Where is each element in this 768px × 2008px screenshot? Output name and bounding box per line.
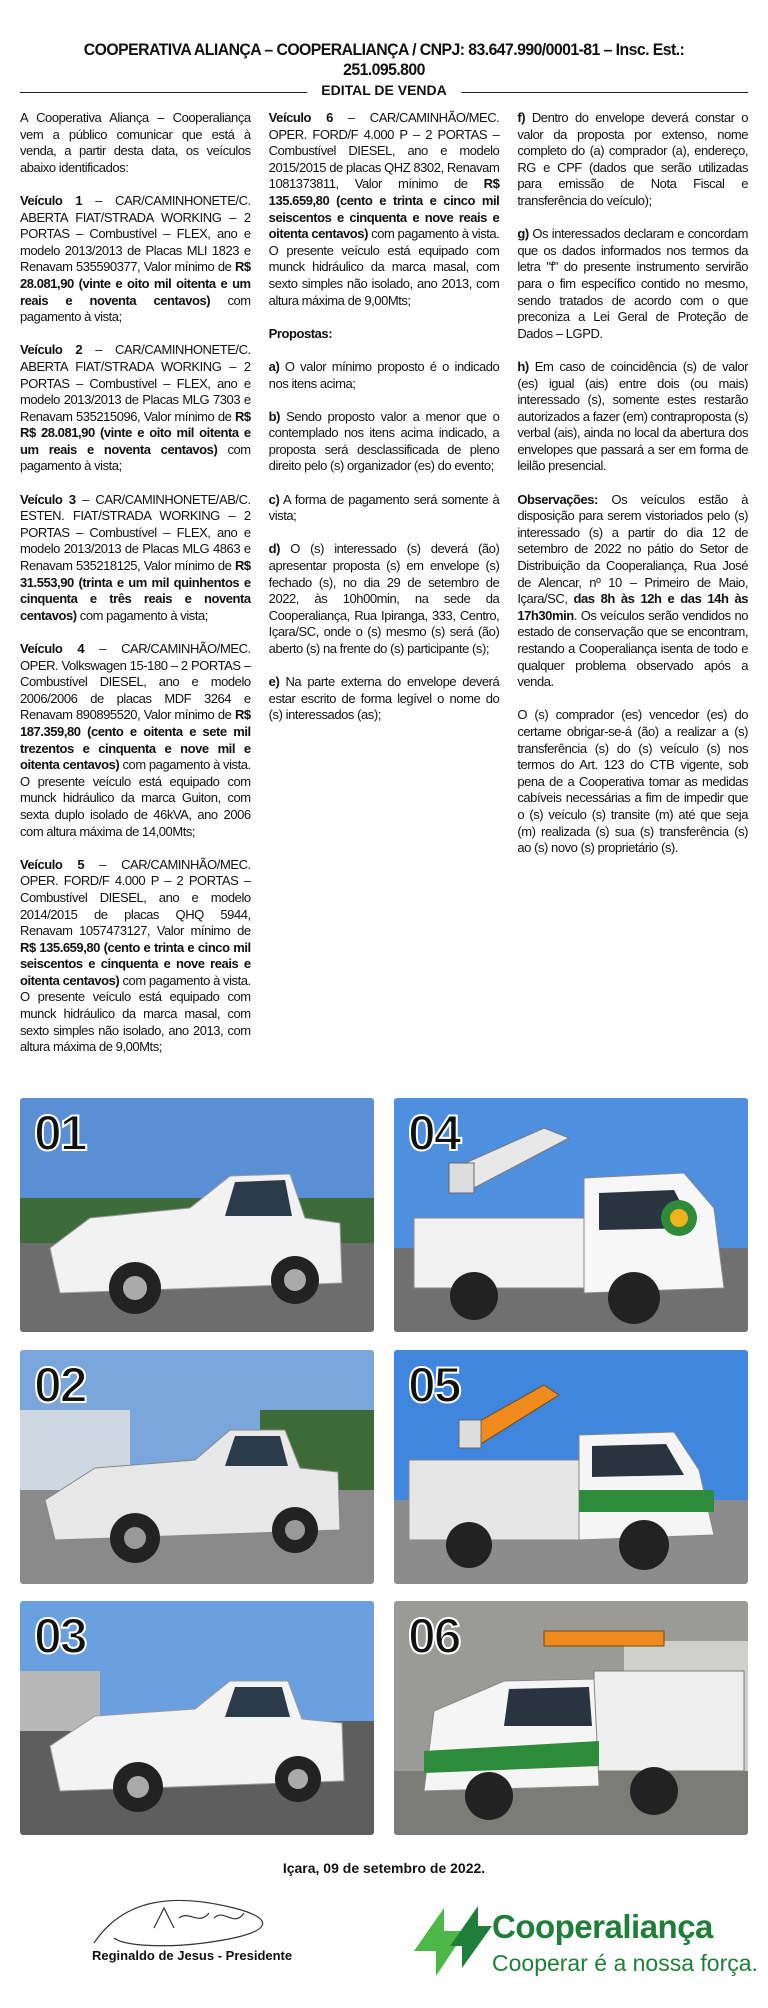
photo-number: 06 bbox=[408, 1608, 460, 1664]
clause-b: b) Sendo proposto valor a menor que o contemplado nos itens acima indicado, a proposta será desclassificada de pleno direito pelo (s) organizador (es) do evento; bbox=[268, 408, 500, 474]
photo-number: 02 bbox=[34, 1357, 86, 1413]
vehicle-2-paragraph: Veículo 2 – CAR/CAMINHONETE/C. ABERTA FIAT/STRADA WORKING – 2 PORTAS – Combustível – FLEX, ano e modelo 2013/2013 de Placas MLG 7303 e Renavam 535215096, Valor mínimo de R$ R$ 28.081,90 (vinte e oito mil oitenta e um reais e noventa centavos) com pagamento à vista; bbox=[20, 342, 251, 474]
photo-vehicle-03 bbox=[20, 1601, 374, 1835]
observations-paragraph: Observações: Os veículos estão à disposição para serem vistoriados pelo (s) interessado (s) a partir do dia 12 de setembro de 2022 no pátio do Setor de Distribuição da Cooperaliança, Rua José de Alencar, nº 10 – Primeiro de Maio, Içara/SC, das 8h às 12h e das 14h às 17h30min. Os veículos serão vendidos no estado de conservação que se encontram, restando a Cooperaliança isenta de todo e qualquer problema observado após a venda. bbox=[517, 491, 749, 690]
clause-f: f) Dentro do envelope deverá constar o valor da proposta por extenso, nome completo do (a) comprador (a), endereço, RG e CPF (dados que serão utilizadas para emissão de Nota Fiscal e transferência do veículo); bbox=[517, 110, 749, 208]
clause-c: c) A forma de pagamento será somente à vista; bbox=[268, 491, 500, 524]
clause-g: g) Os interessados declaram e concordam que os dados informados nos termos da letra "f" do presente instrumento servirão para o fim específico contido no mesmo, sendo tratados de acordo com o que preconiza a Lei Geral de Proteção de Dados – LGPD. bbox=[517, 226, 749, 341]
intro-paragraph: A Cooperativa Aliança – Cooperaliança vem a público comunicar que está à venda, a partir desta data, os veículos abaixo identificados: bbox=[20, 110, 251, 175]
brand-name: Cooperaliança bbox=[492, 1908, 713, 1945]
section-title: EDITAL DE VENDA bbox=[307, 82, 461, 98]
photo-vehicle-02 bbox=[20, 1350, 374, 1584]
photo-number: 03 bbox=[34, 1608, 86, 1664]
photo-vehicle-04 bbox=[394, 1098, 748, 1332]
section-rule bbox=[20, 82, 748, 102]
photo-number: 05 bbox=[408, 1357, 460, 1413]
column-1 bbox=[20, 110, 251, 1070]
vehicle-5-paragraph-start: Veículo 5 – CAR/CAMINHÃO/MEC. OPER. FORD/F 4.000 P – 2 PORTAS – Combustível DIESEL, ano e modelo 2014/2015 de placas QHQ 5944, Renavam 1057473127, Valor mínimo de R$ 135.659,80 (cento e trinta e cinco mil seiscentos e cinquenta e nove reais e oitenta centavos) com pagamento à vista. O presente veículo está equipado com munck hidráulico da marca masal, com sexto simples não isolado, ano 2013, com altura máxima de 9,00Mts; bbox=[20, 856, 251, 1055]
column-3 bbox=[517, 110, 748, 1070]
clause-d: d) O (s) interessado (s) deverá (ão) apresentar proposta (s) em envelope (s) fechado (s), no dia 29 de setembro de 2022, às 10h00min, na sede da Cooperaliança, Rua Ipiranga, 333, Centro, Içara/SC, onde o (s) mesmo (s) será (ão) aberto (s) na frente do (s) participante (s); bbox=[268, 541, 500, 656]
clause-a: a) O valor mínimo proposto é o indicado nos itens acima; bbox=[268, 358, 500, 391]
photo-vehicle-05 bbox=[394, 1350, 748, 1584]
signatory-name: Reginaldo de Jesus - Presidente bbox=[92, 1948, 293, 1963]
photo-vehicle-01 bbox=[20, 1098, 374, 1332]
clause-h: h) Em caso de coincidência (s) de valor (es) igual (ais) entre dois (ou mais) interessado (s), somente estes restarão autorizados a fazer (em) contraproposta (s) verbal (ais), ainda no local da abertura dos envelopes que passará a ser em forma de leilão presencial. bbox=[517, 358, 749, 474]
brand-slogan: Cooperar é a nossa força. bbox=[492, 1950, 758, 1976]
notice-header: COOPERATIVA ALIANÇA – COOPERALIANÇA / CNPJ: 83.647.990/0001-81 – Insc. Est.: 251.095.800 bbox=[83, 40, 685, 79]
photo-number: 04 bbox=[408, 1105, 460, 1161]
photo-number: 01 bbox=[34, 1105, 86, 1161]
photo-vehicle-06 bbox=[394, 1601, 748, 1835]
proposals-heading: Propostas: bbox=[268, 325, 333, 341]
issue-date: Içara, 09 de setembro de 2022. bbox=[282, 1860, 486, 1876]
notice-body bbox=[20, 110, 748, 1070]
vehicle-4-paragraph: Veículo 4 – CAR/CAMINHÃO/MEC. OPER. Volkswagen 15-180 – 2 PORTAS – Combustível DIESEL, ano e modelo 2006/2006 de placas MDF 3264 e Renavam 890895520, Valor mínimo de R$ 187.359,80 (cento e oitenta e sete mil trezentos e cinquenta e nove mil e oitenta centavos) com pagamento à vista. O presente veículo está equipado com munck hidráulico da marca Guiton, com sexta duplo isolado de 46kVA, ano 2006 com altura máxima de 14,00Mts; bbox=[20, 641, 251, 839]
clause-e: e) Na parte externa do envelope deverá estar escrito de forma legível o nome do (s) interessados (as); bbox=[268, 674, 500, 723]
vehicle-6-paragraph: Veículo 6 – CAR/CAMINHÃO/MEC. OPER. FORD/F 4.000 P – 2 PORTAS – Combustível DIESEL, ano e modelo 2015/2015 de placas QHZ 8302, Renavam 1081373811, Valor mínimo de R$ 135.659,80 (cento e trinta e cinco mil seiscentos e cinquenta e nove reais e oitenta centavos) com pagamento à vista. O presente veículo está equipado com munck hidráulico da marca masal, com sexto simples não isolado, ano 2013, com altura máxima de 9,00Mts; bbox=[268, 110, 500, 308]
vehicle-1-paragraph: Veículo 1 – CAR/CAMINHONETE/C. ABERTA FIAT/STRADA WORKING – 2 PORTAS – Combustível – FLEX, ano e modelo 2013/2013 de Placas MLI 1823 e Renavam 535590377, Valor mínimo de R$ 28.081,90 (vinte e oito mil oitenta e um reais e noventa centavos) com pagamento à vista; bbox=[20, 192, 251, 325]
vehicle-3-paragraph: Veículo 3 – CAR/CAMINHONETE/AB/C. ESTEN. FIAT/STRADA WORKING – 2 PORTAS – Combustível – FLEX, ano e modelo 2013/2013 de Placas MLG 4863 e Renavam 535218125, Valor mínimo de R$ 31.553,90 (trinta e um mil quinhentos e cinquenta e três reais e noventa centavos) com pagamento à vista; bbox=[20, 491, 251, 623]
column-2 bbox=[269, 110, 500, 1070]
final-paragraph: O (s) comprador (es) vencedor (es) do certame obrigar-se-á (ão) a realizar a (s) transferência (s) do (s) veículo (s) nos termos do Art. 123 do CTB vigente, sob pena de a Cooperativa tomar as medidas cabíveis necessárias a fim de impedir que o (s) veículo (s) transite (m) até que seja (m) realizada (s) sua (s) transferência (s) ao (s) novo (s) proprietário (s). bbox=[517, 707, 749, 856]
